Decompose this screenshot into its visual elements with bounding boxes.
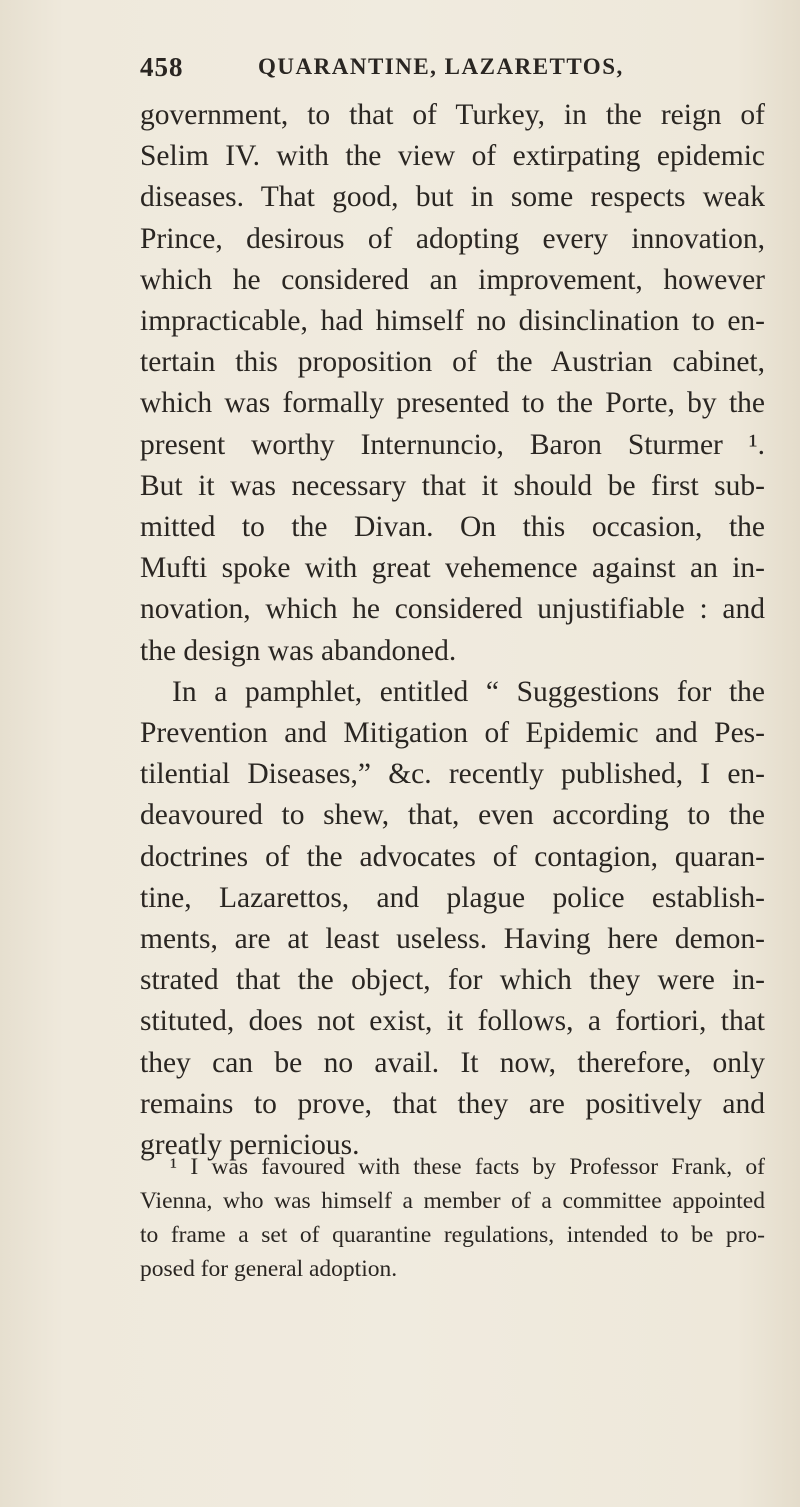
text-line: remains to prove, that they are positively and [140, 1087, 765, 1120]
text-line: the design was abandoned. [140, 634, 457, 667]
text-line: diseases. That good, but in some respects weak [140, 181, 765, 214]
text-line: stituted, does not exist, it follows, a fortiori, that [140, 1005, 765, 1038]
text-line: But it was necessary that it should be first sub- [140, 469, 765, 502]
text-line: Prevention and Mitigation of Epidemic and Pes- [140, 717, 765, 750]
text-line: greatly pernicious. [140, 1129, 360, 1162]
text-line: doctrines of the advocates of contagion, quaran- [140, 840, 765, 873]
text-line: they can be no avail. It now, therefore, only [140, 1046, 765, 1079]
running-head: QUARANTINE, LAZARETTOS, [258, 54, 624, 79]
text-line: tine, Lazarettos, and plague police establish- [140, 881, 765, 914]
text-line: Mufti spoke with great vehemence against an in- [140, 552, 765, 585]
text-line: ments, are at least useless. Having here demon- [140, 923, 765, 956]
footnote-line: ¹ I was favoured with these facts by Professor Frank, of [170, 1154, 765, 1180]
text-line: strated that the object, for which they were in- [140, 964, 765, 997]
text-line: impracticable, had himself no disinclination to en- [140, 305, 765, 338]
text-line: present worthy Internuncio, Baron Sturmer ¹. [140, 428, 765, 461]
footnote-line: to frame a set of quarantine regulations, intended to be pro- [140, 1222, 765, 1248]
text-line: deavoured to shew, that, even according to the [140, 799, 765, 832]
text-line: government, to that of Turkey, in the reign of [140, 99, 765, 131]
text-line: which he considered an improvement, however [140, 263, 765, 296]
footnote-line: posed for general adoption. [140, 1256, 398, 1282]
page-header [140, 52, 760, 92]
text-line: In a pamphlet, entitled “ Suggestions for the [172, 675, 765, 708]
text-line: novation, which he considered unjustifiable : and [140, 593, 765, 626]
footnote [140, 1150, 765, 1286]
text-line: tertain this proposition of the Austrian cabinet, [140, 346, 765, 379]
page-number: 458 [140, 52, 184, 82]
body-text [140, 95, 765, 1166]
text-line: Prince, desirous of adopting every innovation, [140, 222, 765, 255]
text-line: tilential Diseases,” &c. recently published, I en- [140, 758, 765, 791]
text-line: Selim IV. with the view of extirpating epidemic [140, 140, 765, 173]
footnote-line: Vienna, who was himself a member of a committee appointed [140, 1188, 765, 1214]
text-line: which was formally presented to the Porte, by the [140, 387, 765, 420]
text-line: mitted to the Divan. On this occasion, the [140, 511, 765, 544]
